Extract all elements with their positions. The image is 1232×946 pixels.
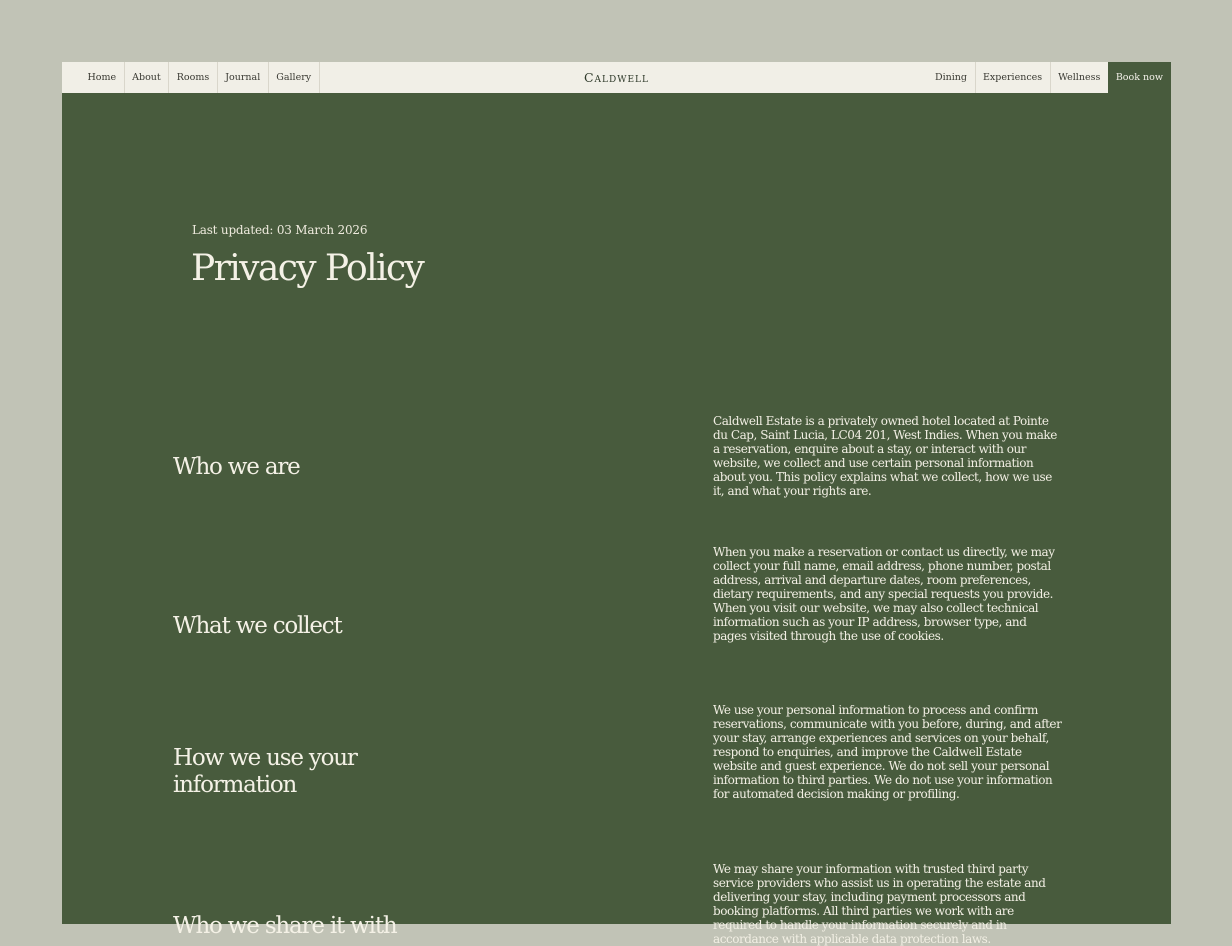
- nav-wellness[interactable]: Wellness: [1050, 62, 1108, 93]
- brand-logo[interactable]: Caldwell: [583, 70, 650, 85]
- section-body-how-we-use: We use your personal information to process and confirm reservations, communicate with you before, during, and after your stay, arrange experiences and services on your behalf, respond to enquiries, and improve the Caldwell Estate website and guest experience. We do not sell your personal information to third parties. We do not use your information for automated decision making or profiling.: [713, 703, 1062, 801]
- section-heading-who-we-share: Who we share it with: [173, 913, 397, 939]
- section-heading-how-we-use: How we use your information: [173, 745, 357, 798]
- last-updated-text: Last updated: 03 March 2026: [192, 223, 368, 237]
- nav-about[interactable]: About: [125, 62, 170, 93]
- nav-journal[interactable]: Journal: [218, 62, 269, 93]
- section-heading-who-we-are: Who we are: [173, 454, 300, 480]
- nav-home[interactable]: Home: [80, 62, 125, 93]
- nav-experiences[interactable]: Experiences: [975, 62, 1050, 93]
- section-body-who-we-are: Caldwell Estate is a privately owned hotel located at Pointe du Cap, Saint Lucia, LC04 201, West Indies. When you make a reservation, enquire about a stay, or interact with our website, we collect and use certain personal information about you. This policy explains what we collect, how we use it, and what your rights are.: [713, 414, 1057, 498]
- nav-gallery[interactable]: Gallery: [269, 62, 320, 93]
- section-heading-what-we-collect: What we collect: [173, 613, 342, 639]
- page-frame: [62, 62, 1171, 946]
- nav-dining[interactable]: Dining: [934, 72, 967, 83]
- section-body-what-we-collect: When you make a reservation or contact us directly, we may collect your full name, email address, phone number, postal address, arrival and departure dates, room preferences, dietary requirements, and any special requests you provide. When you visit our website, we may also collect technical information such as your IP address, browser type, and pages visited through the use of cookies.: [713, 545, 1055, 643]
- nav-rooms[interactable]: Rooms: [169, 62, 217, 93]
- top-navigation: [62, 62, 1171, 93]
- book-now-button[interactable]: Book now: [1108, 62, 1171, 93]
- page-title: Privacy Policy: [191, 248, 424, 289]
- nav-right-group: [927, 62, 1171, 93]
- section-body-who-we-share: We may share your information with trusted third party service providers who assist us in operating the estate and delivering your stay, including payment processors and booking platforms. All third parties we work with are required to handle your information securely and in accordance with applicable data protection laws.: [713, 862, 1046, 946]
